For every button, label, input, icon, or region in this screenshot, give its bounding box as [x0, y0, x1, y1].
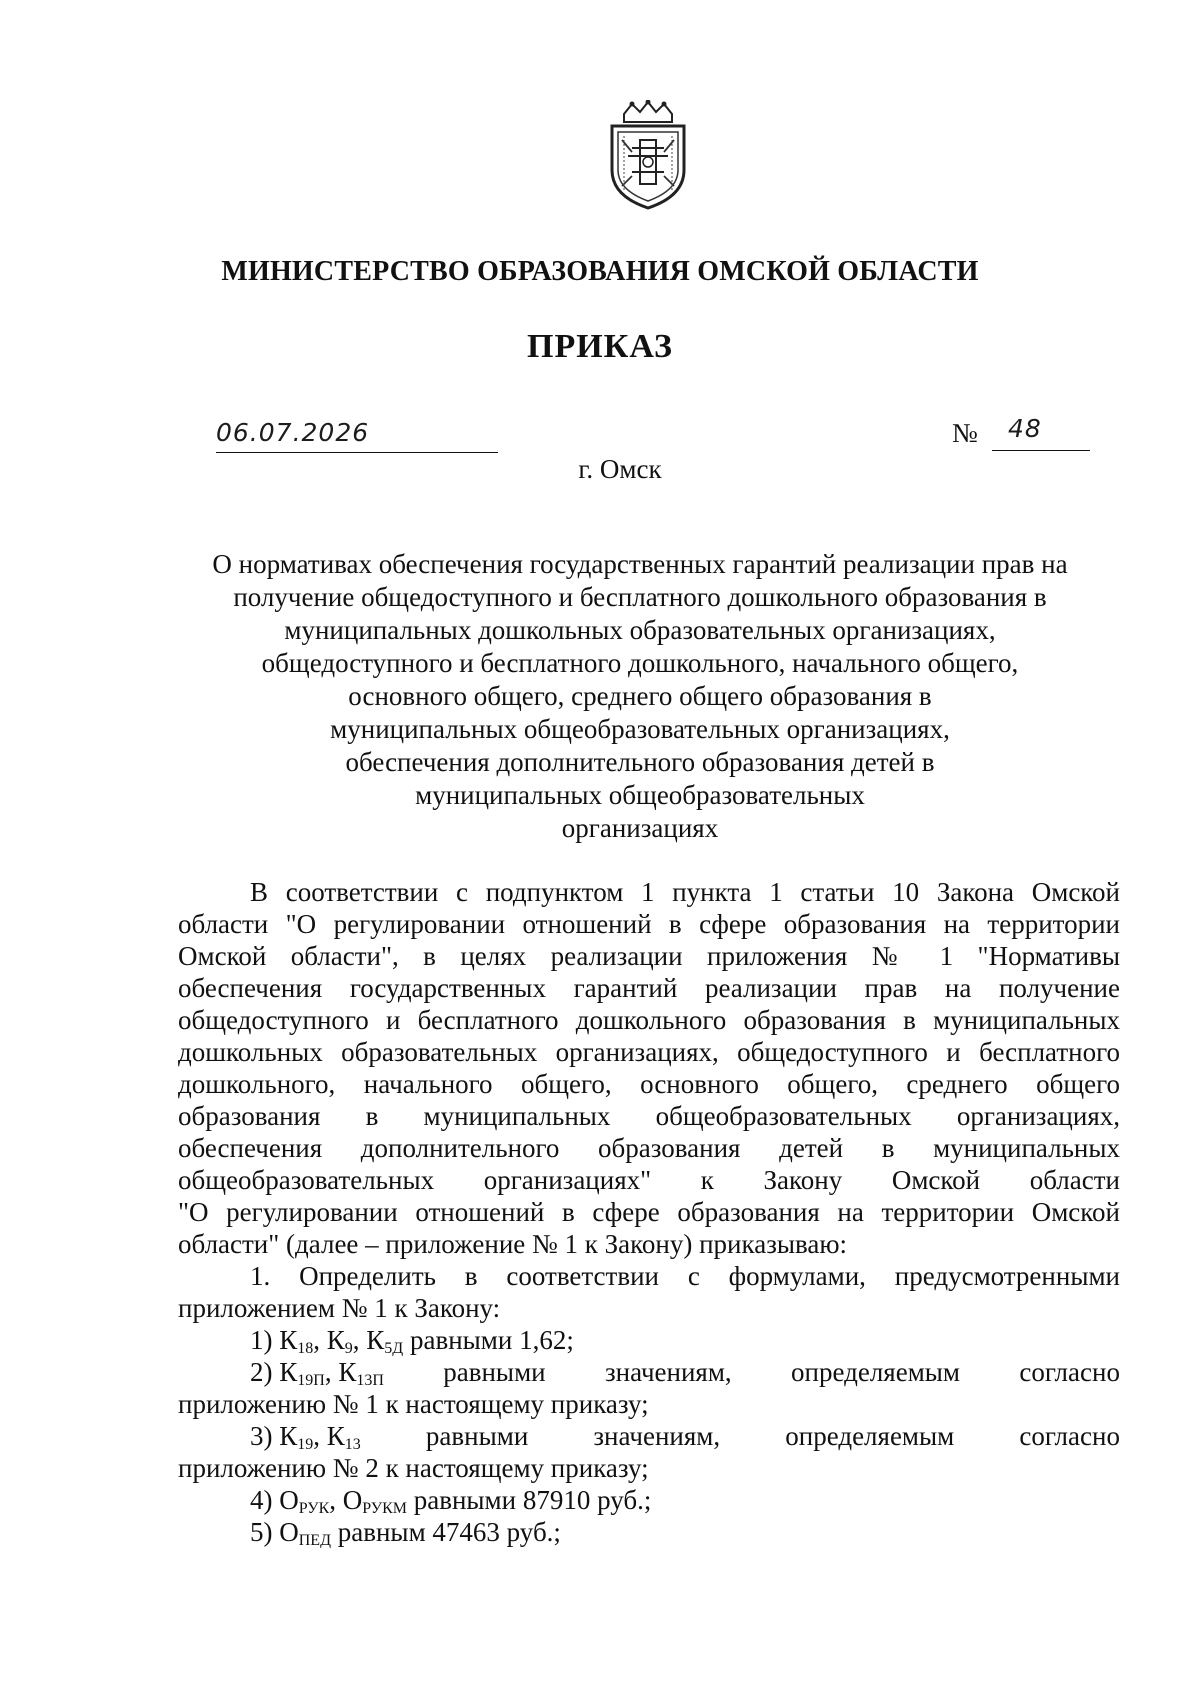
subject-line: основного общего, среднего общего образования в [348, 681, 932, 711]
sub-item-word: значениям, [604, 1357, 732, 1387]
coef-orukm-sub: РУКМ [362, 1500, 407, 1516]
sub-item-number: 1) [250, 1325, 273, 1355]
sub-item-4: 4) $О_{РУК}$, $О_{РУКМ}$ равными 87910 руб.; [250, 1485, 652, 1516]
preamble-line: обеспечения дополнительного образования детей в муниципальных [178, 1133, 1120, 1163]
coef-oruk: О [279, 1485, 299, 1515]
sub-item-word: согласно [1019, 1357, 1120, 1387]
subject-line: общедоступного и бесплатного дошкольного, начального общего, [261, 648, 1019, 678]
coef-k19-sub: 19 [297, 1436, 314, 1453]
coef-orukm: О [342, 1485, 363, 1515]
item-1-line: 1. Определить в соответствии с формулами, предусмотренными [250, 1261, 1120, 1291]
coef-k19p: К [279, 1357, 298, 1387]
preamble-line: области "О регулировании отношений в сфере образования на территории [178, 909, 1120, 939]
order-number-label: № [952, 418, 978, 448]
city: г. Омск [578, 454, 662, 484]
preamble-line: общеобразовательных организациях" к Закону Омской области [178, 1165, 1120, 1195]
coef-k18: К [279, 1325, 298, 1355]
coef-k13p-sub: 13П [356, 1372, 384, 1389]
sub-item-3: 3) $К_{19}$, $К_{13}$ равными значениям, определяемым согласно [250, 1421, 1120, 1453]
sub-item-3-line: приложению № 2 к настоящему приказу; [178, 1453, 649, 1483]
subject-line: организациях [561, 813, 719, 843]
order-body [178, 876, 1120, 1548]
subject-line: муниципальных дошкольных образовательных организациях, [284, 615, 996, 645]
item-1-line: приложением № 1 к Закону: [178, 1293, 501, 1323]
sub-item-word: определяемым [785, 1421, 955, 1451]
subject-line: муниципальных общеобразовательных [415, 780, 865, 810]
ministry-name: МИНИСТЕРСТВО ОБРАЗОВАНИЯ ОМСКОЙ ОБЛАСТИ [221, 256, 979, 287]
sub-item-number: 4) [250, 1485, 273, 1515]
sub-item-text: равными 87910 руб.; [413, 1485, 652, 1515]
coef-oped: О [279, 1517, 299, 1547]
coef-oruk-sub: РУК [298, 1500, 330, 1516]
preamble-line: В соответствии с подпунктом 1 пункта 1 статьи 10 Закона Омской [250, 877, 1120, 907]
coat-of-arms-emblem [602, 100, 694, 210]
document-type-title: ПРИКАЗ [527, 328, 673, 365]
order-subject [160, 548, 1120, 845]
preamble-line: Омской области", в целях реализации приложения № 1 "Нормативы [178, 941, 1120, 971]
sub-item-word: определяемым [791, 1357, 961, 1387]
sub-item-word: равными [443, 1357, 546, 1387]
sub-item-2-line: приложению № 1 к настоящему приказу; [178, 1389, 649, 1419]
coef-k19: К [279, 1421, 298, 1451]
sub-item-number: 5) [250, 1517, 273, 1547]
coef-k9-sub: 9 [344, 1340, 353, 1356]
coef-k9: К [326, 1325, 345, 1355]
preamble-line: "О регулировании отношений в сфере образования на территории Омской [178, 1197, 1120, 1227]
coef-k13p: К [338, 1357, 357, 1387]
sub-item-text: равными 1,62; [409, 1325, 574, 1355]
sub-item-word: согласно [1019, 1421, 1120, 1451]
coef-k13-sub: 13 [344, 1436, 361, 1453]
order-date-handwritten: 06.07.2026 [216, 418, 370, 447]
sub-item-number: 3) [250, 1421, 273, 1451]
subject-line: О нормативах обеспечения государственных гарантий реализации прав на [212, 549, 1068, 579]
coef-k5d: К [366, 1325, 385, 1355]
coef-k13: К [326, 1421, 345, 1451]
omsk-coat-of-arms-icon [602, 100, 694, 210]
sub-item-word: значениям, [593, 1421, 721, 1451]
order-date-field [216, 418, 498, 453]
sub-item-1: 1) $К_{18}$, $К_9$, $К_{5Д}$ равными 1,62; [250, 1325, 574, 1356]
preamble-line: общедоступного и бесплатного дошкольного образования в муниципальных [178, 1005, 1120, 1035]
sub-item-text: равным 47463 руб.; [337, 1517, 561, 1547]
sub-item-word: равными [425, 1421, 529, 1451]
subject-line: обеспечения дополнительного образования детей в [345, 747, 935, 777]
coef-k5d-sub: 5Д [384, 1340, 404, 1356]
subject-line: получение общедоступного и бесплатного дошкольного образования в [233, 582, 1047, 612]
coef-k19p-sub: 19П [297, 1372, 325, 1389]
order-number-handwritten: 48 [1008, 414, 1042, 443]
order-number-field [992, 414, 1090, 451]
sub-item-2: 2) $К_{19П}$, $К_{13П}$ равными значениям, определяемым согласно [250, 1357, 1120, 1389]
sub-item-number: 2) [250, 1357, 273, 1387]
preamble-line: образования в муниципальных общеобразовательных организациях, [178, 1101, 1120, 1131]
preamble-line: области" (далее – приложение № 1 к Закону) приказываю: [178, 1229, 848, 1259]
coef-oped-sub: ПЕД [298, 1532, 331, 1548]
preamble-line: дошкольного, начального общего, основного общего, среднего общего [178, 1069, 1120, 1099]
preamble-line: дошкольных образовательных организациях, общедоступного и бесплатного [178, 1037, 1120, 1067]
preamble-line: обеспечения государственных гарантий реализации прав на получение [178, 973, 1120, 1003]
coef-k18-sub: 18 [297, 1340, 314, 1356]
sub-item-5 [178, 1516, 1120, 1548]
subject-line: муниципальных общеобразовательных организациях, [330, 714, 950, 744]
